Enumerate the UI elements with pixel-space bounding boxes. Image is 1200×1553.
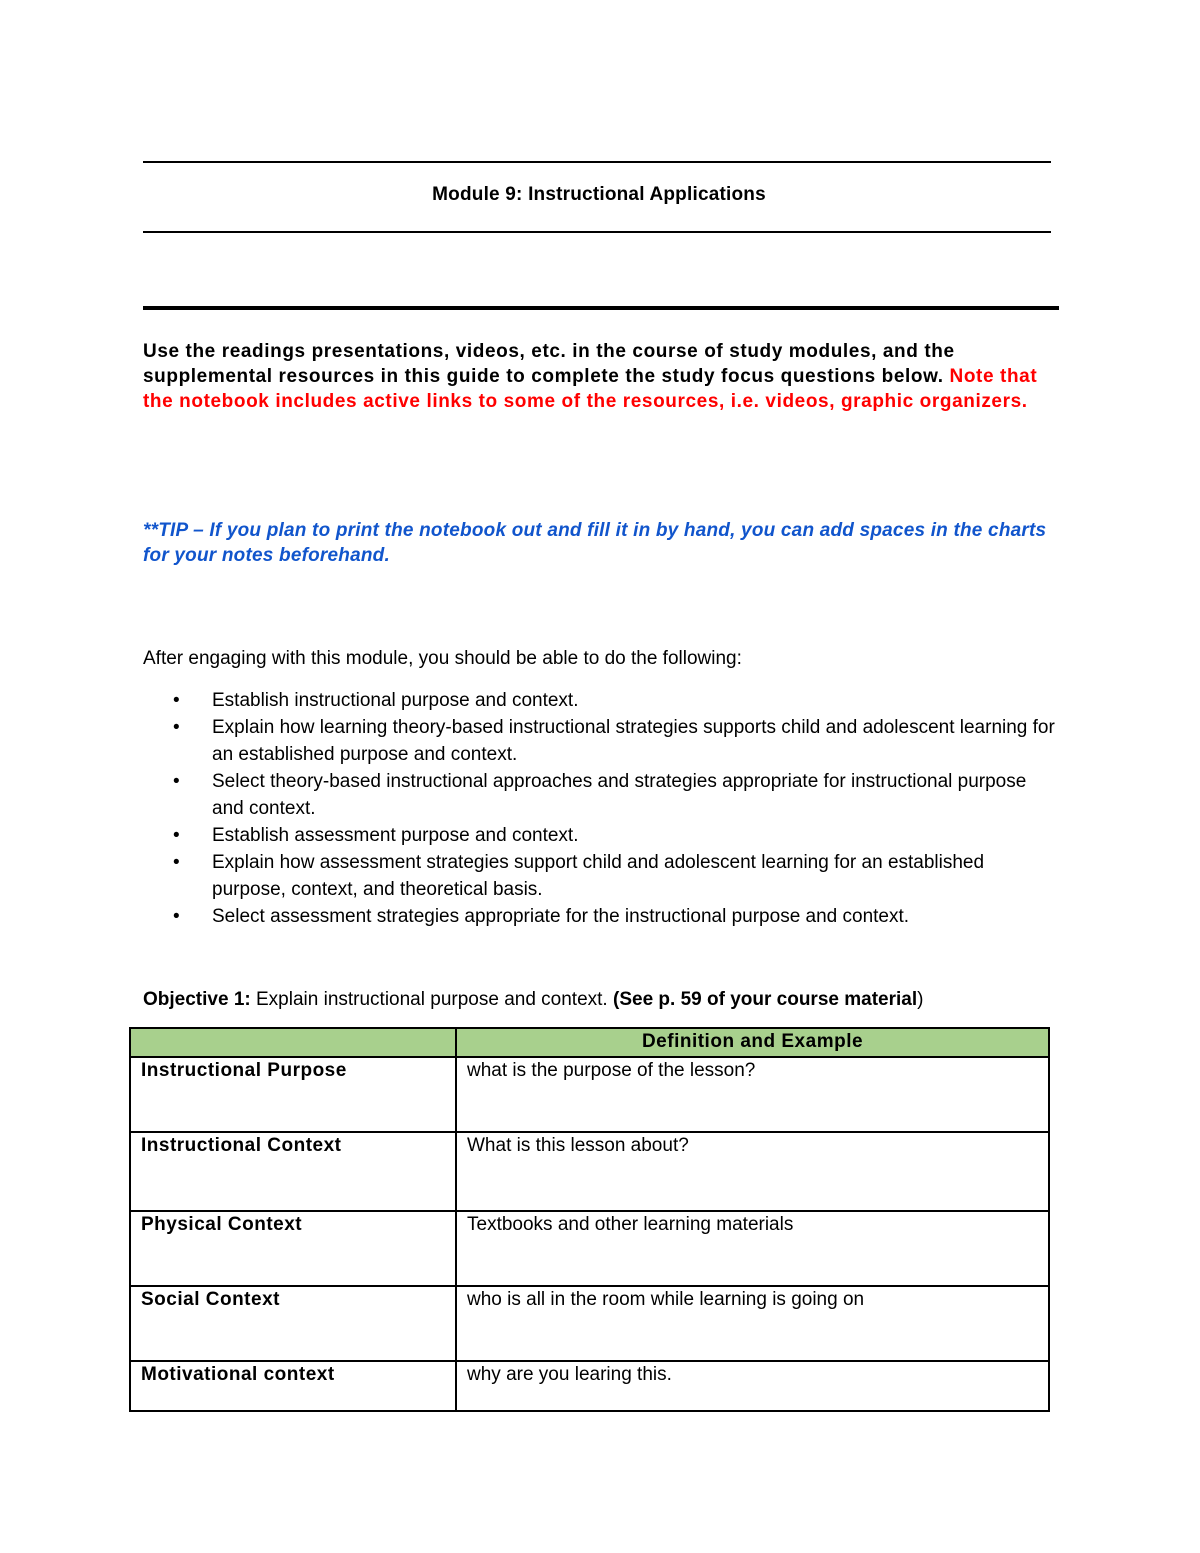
list-item — [143, 849, 1063, 903]
list-item-text: Establish instructional purpose and context. — [212, 690, 579, 711]
table-row — [130, 1286, 1049, 1361]
table-row — [130, 1057, 1049, 1132]
list-item — [143, 687, 1063, 714]
page-title: Module 9: Instructional Applications — [432, 184, 766, 205]
table-header-definition: Definition and Example — [456, 1028, 1049, 1057]
objective-1-reference: (See p. 59 of your course material — [613, 989, 918, 1010]
title-bottom-line — [143, 231, 1051, 233]
tip-paragraph: **TIP – If you plan to print the notebook out and fill it in by hand, you can add spaces in the charts for your notes beforehand. — [143, 520, 1047, 566]
row-label: Social Context — [130, 1286, 456, 1361]
objective-1-table — [129, 1027, 1050, 1412]
objectives-intro: After engaging with this module, you should be able to do the following: — [143, 648, 742, 669]
objective-1-text: Explain instructional purpose and context. — [250, 989, 613, 1010]
list-item — [143, 822, 1063, 849]
row-label: Instructional Purpose — [130, 1057, 456, 1132]
list-item-text: Select theory-based instructional approaches and strategies appropriate for instructional purpose and context. — [212, 771, 1027, 819]
list-item — [143, 903, 1063, 930]
list-item-text: Establish assessment purpose and context. — [212, 825, 579, 846]
bullet-icon: • — [173, 825, 180, 846]
row-value[interactable]: what is the purpose of the lesson? — [456, 1057, 1049, 1132]
table-row — [130, 1211, 1049, 1286]
title-top-line — [143, 161, 1051, 163]
row-label: Motivational context — [130, 1361, 456, 1411]
row-value[interactable]: why are you learing this. — [456, 1361, 1049, 1411]
list-item — [143, 768, 1063, 822]
list-item-text: Select assessment strategies appropriate for the instructional purpose and context. — [212, 906, 910, 927]
table-row — [130, 1132, 1049, 1211]
list-item-text: Explain how assessment strategies support child and adolescent learning for an established purpose, context, and theoretical basis. — [212, 852, 985, 900]
bullet-icon: • — [173, 690, 180, 711]
intro-note: Note that the notebook includes active links to some of the resources, i.e. videos, graphic organizers. — [143, 366, 1038, 412]
row-value[interactable]: What is this lesson about? — [456, 1132, 1049, 1211]
bullet-icon: • — [173, 906, 180, 927]
bullet-icon: • — [173, 852, 180, 873]
table-header-blank — [130, 1028, 456, 1057]
row-label: Physical Context — [130, 1211, 456, 1286]
row-label: Instructional Context — [130, 1132, 456, 1211]
table-row — [130, 1361, 1049, 1411]
objectives-list — [143, 687, 1063, 930]
list-item — [143, 714, 1063, 768]
intro-paragraph — [143, 339, 1058, 414]
bullet-icon: • — [173, 717, 180, 738]
objective-1-heading — [143, 986, 923, 1013]
intro-instructions: Use the readings presentations, videos, etc. in the course of study modules, and the supplemental resources in this guide to complete the study focus questions below. — [143, 341, 955, 387]
bullet-icon: • — [173, 771, 180, 792]
table-header-row — [130, 1028, 1049, 1057]
objective-1-label: Objective 1: — [143, 989, 251, 1010]
objective-1-reference-close: ) — [917, 989, 924, 1010]
row-value[interactable]: who is all in the room while learning is going on — [456, 1286, 1049, 1361]
row-value[interactable]: Textbooks and other learning materials — [456, 1211, 1049, 1286]
section-divider — [143, 306, 1059, 310]
list-item-text: Explain how learning theory-based instructional strategies supports child and adolescent learning for an established purpose and context. — [212, 717, 1055, 765]
